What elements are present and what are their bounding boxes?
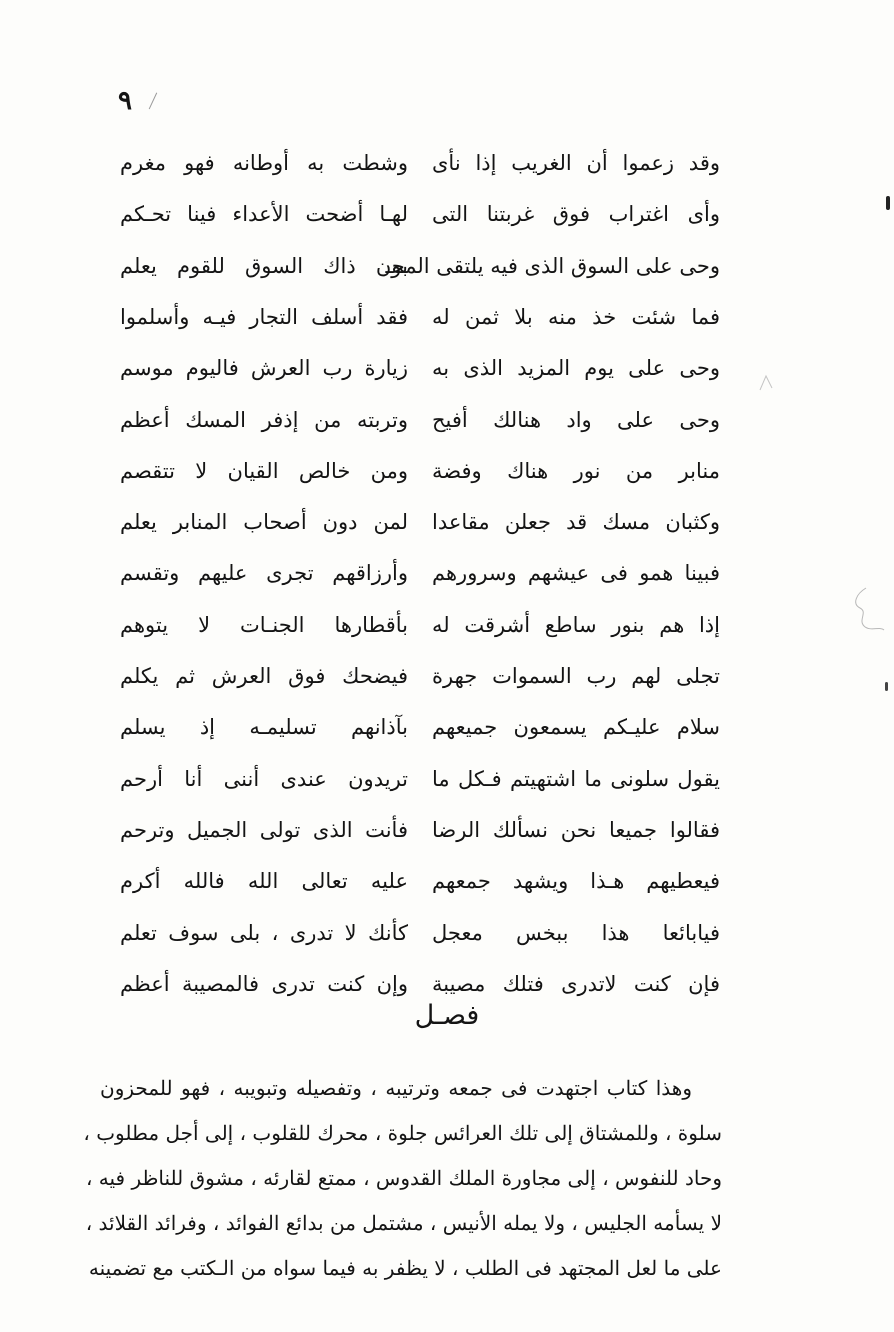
verse-first-hemistich: فيعطيهم هـذا ويشهد جمعهم xyxy=(432,869,720,894)
prose-line: وهذا كتاب اجتهدت فى جمعه وترتيبه ، وتفصيله وتبويبه ، فهو للمحزون xyxy=(100,1076,692,1100)
verse-first-hemistich: وكثبان مسك قد جعلن مقاعدا xyxy=(432,510,720,535)
verse-second-hemistich: لهـا أضحت الأعداء فينا تحـكم xyxy=(120,202,408,227)
verse-first-hemistich: وحى على السوق الذى فيه يلتقى المحـ xyxy=(385,253,720,278)
verse xyxy=(120,548,720,599)
edge-mark xyxy=(886,196,890,210)
verse-first-hemistich: فما شئت خذ منه بلا ثمن له xyxy=(432,304,720,329)
verse xyxy=(120,702,720,753)
edge-mark xyxy=(885,682,888,691)
prose-line: وحاد للنفوس ، إلى مجاورة الملك القدوس ، ممتع لقارئه ، مشوق للناظر فيه ، xyxy=(85,1166,722,1190)
faint-pencil-scribble xyxy=(846,586,886,634)
verse-second-hemistich: فأنت الذى تولى الجميل وترحم xyxy=(120,817,408,842)
verse-second-hemistich: وتربته من إذفر المسك أعظم xyxy=(120,407,408,432)
verse xyxy=(120,138,720,189)
verse-second-hemistich: بأقطارها الجنـات لا يتوهم xyxy=(120,612,408,637)
verse-first-hemistich: إذا هم بنور ساطع أشرقت له xyxy=(432,612,720,637)
section-heading: فصـل xyxy=(414,1000,480,1031)
verse-first-hemistich: سلام عليـكم يسمعون جميعهم xyxy=(432,715,720,740)
verse xyxy=(120,241,720,292)
verse xyxy=(120,907,720,958)
verse-second-hemistich: وشطت به أوطانه فهو مغرم xyxy=(120,151,408,176)
verse xyxy=(120,394,720,445)
verse-first-hemistich: وقد زعموا أن الغريب إذا نأى xyxy=(432,151,720,176)
verse-first-hemistich: فإن كنت لاتدرى فتلك مصيبة xyxy=(432,971,720,996)
poem xyxy=(120,138,720,1010)
faint-pencil-scribble xyxy=(758,372,776,392)
verse-second-hemistich: لمن دون أصحاب المنابر يعلم xyxy=(120,510,408,535)
verse xyxy=(120,446,720,497)
verse-second-hemistich: وإن كنت تدرى فالمصيبة أعظم xyxy=(120,971,408,996)
verse xyxy=(120,497,720,548)
verse xyxy=(120,600,720,651)
verse xyxy=(120,343,720,394)
verse-first-hemistich: يقول سلونى ما اشتهيتم فـكل ما xyxy=(432,766,720,791)
verse-first-hemistich: تجلى لهم رب السموات جهرة xyxy=(432,664,720,689)
verse xyxy=(120,651,720,702)
verse-first-hemistich: فبينا همو فى عيشهم وسرورهم xyxy=(432,561,720,586)
prose-line: لا يسأمه الجليس ، ولا يمله الأنيس ، مشتمل من بدائع الفوائد ، وفرائد القلائد ، xyxy=(85,1211,722,1235)
page-number: ٩ xyxy=(118,86,132,116)
prose-paragraph xyxy=(83,1066,722,1291)
verse-first-hemistich: وحى على يوم المزيد الذى به xyxy=(432,356,720,381)
verse-second-hemistich: كأنك لا تدرى ، بلى سوف تعلم xyxy=(120,920,408,945)
verse-second-hemistich: فيضحك فوق العرش ثم يكلم xyxy=(120,664,408,689)
verse xyxy=(120,805,720,856)
pencil-mark xyxy=(149,93,167,114)
verse xyxy=(120,292,720,343)
verse-second-hemistich: زيارة رب العرش فاليوم موسم xyxy=(120,356,408,381)
verse xyxy=(120,856,720,907)
prose-line: على ما لعل المجتهد فى الطلب ، لا يظفر به فيما سواه من الـكتب مع تضمينه xyxy=(88,1256,722,1280)
verse-second-hemistich: عليه تعالى الله فالله أكرم xyxy=(120,869,408,894)
verse-second-hemistich: تريدون عندى أننى أنا أرحم xyxy=(120,766,408,791)
verse-first-hemistich: فيابائعا هذا ببخس معجل xyxy=(432,920,720,945)
verse-second-hemistich: وأرزاقهم تجرى عليهم وتقسم xyxy=(120,561,408,586)
verse xyxy=(120,189,720,240)
verse-first-hemistich: منابر من نور هناك وفضة xyxy=(432,458,720,483)
verse-second-hemistich: ومن خالص القيان لا تتقصم xyxy=(120,458,408,483)
verse-second-hemistich: بآذانهم تسليمـه إذ يسلم xyxy=(120,715,408,740)
verse-first-hemistich: وأى اغتراب فوق غربتنا التى xyxy=(432,202,720,227)
verse xyxy=(120,754,720,805)
verse-second-hemistich: فقد أسلف التجار فيـه وأسلموا xyxy=(120,304,408,329)
verse-second-hemistich: بون ذاك السوق للقوم يعلم xyxy=(120,253,408,278)
prose-line: سلوة ، وللمشتاق إلى تلك العرائس جلوة ، محرك للقلوب ، إلى أجل مطلوب ، xyxy=(83,1121,722,1145)
verse-first-hemistich: فقالوا جميعا نحن نسألك الرضا xyxy=(432,817,720,842)
verse-first-hemistich: وحى على واد هنالك أفيح xyxy=(432,407,720,432)
